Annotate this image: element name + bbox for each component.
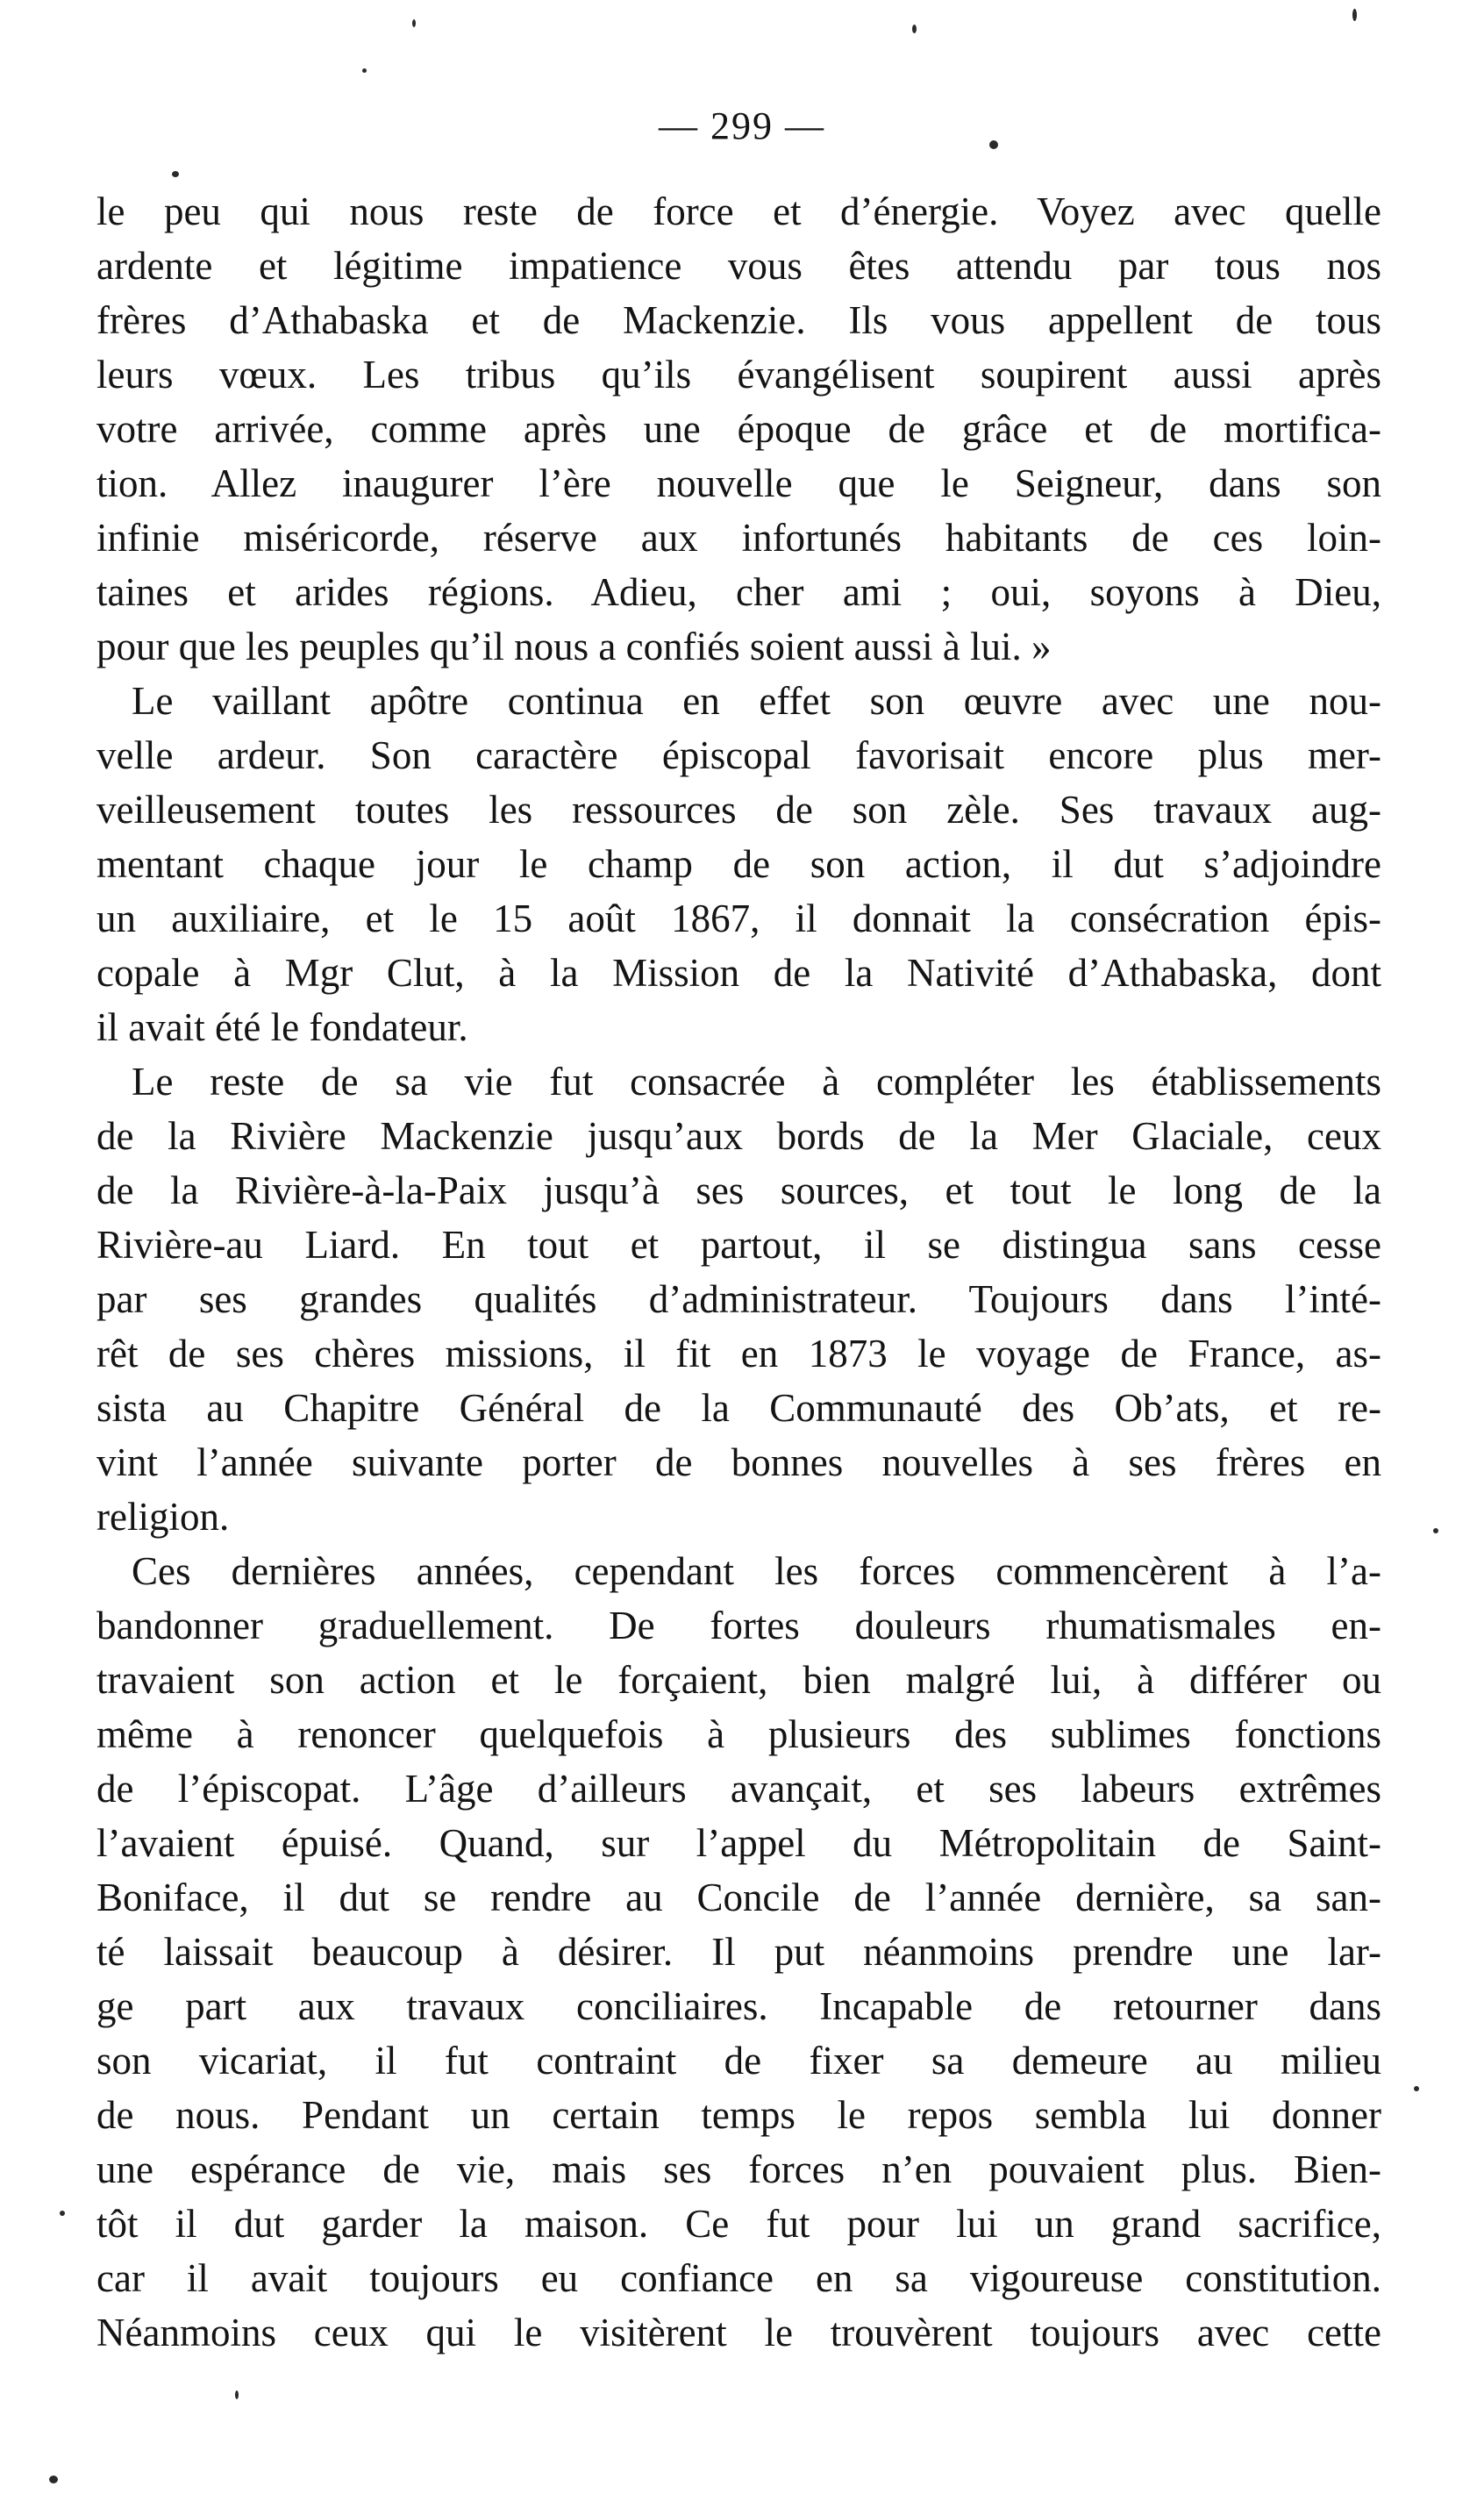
scan-speck: [989, 140, 998, 149]
text-line: rêt de ses chères missions, il fit en 1873 le voyage de France, as-: [96, 1332, 1381, 1375]
text-line: taines et arides régions. Adieu, cher ami ; oui, soyons à Dieu,: [96, 570, 1381, 614]
text-line: l’avaient épuisé. Quand, sur l’appel du Métropolitain de Saint-: [96, 1821, 1381, 1865]
text-line: de nous. Pendant un certain temps le repos sembla lui donner: [96, 2093, 1381, 2137]
text-line: Boniface, il dut se rendre au Concile de l’année dernière, sa san-: [96, 1876, 1381, 1919]
text-line: une espérance de vie, mais ses forces n’en pouvaient plus. Bien-: [96, 2147, 1381, 2191]
scan-speck: [1352, 9, 1357, 21]
text-line: de la Rivière Mackenzie jusqu’aux bords de la Mer Glaciale, ceux: [96, 1114, 1381, 1158]
text-line: par ses grandes qualités d’administrateur. Toujours dans l’inté-: [96, 1277, 1381, 1321]
text-line: de l’épiscopat. L’âge d’ailleurs avançait, et ses labeurs extrêmes: [96, 1767, 1381, 1811]
text-line: tion. Allez inaugurer l’ère nouvelle que le Seigneur, dans son: [96, 461, 1381, 505]
text-line: bandonner graduellement. De fortes douleurs rhumatismales en-: [96, 1604, 1381, 1647]
scan-speck: [912, 25, 917, 33]
text-line: té laissait beaucoup à désirer. Il put néanmoins prendre une lar-: [96, 1930, 1381, 1974]
text-line: religion.: [96, 1495, 230, 1539]
scan-speck: [362, 68, 367, 73]
text-line: velle ardeur. Son caractère épiscopal favorisait encore plus mer-: [96, 733, 1381, 777]
text-line: Néanmoins ceux qui le visitèrent le trouvèrent toujours avec cette: [96, 2311, 1381, 2354]
scan-speck: [235, 2390, 239, 2399]
text-line: infinie miséricorde, réserve aux infortunés habitants de ces loin-: [96, 516, 1381, 560]
text-line: ardente et légitime impatience vous êtes attendu par tous nos: [96, 244, 1381, 288]
text-line: Ces dernières années, cependant les forces commencèrent à l’a-: [132, 1549, 1381, 1593]
text-line: frères d’Athabaska et de Mackenzie. Ils vous appellent de tous: [96, 298, 1381, 342]
text-line: il avait été le fondateur.: [96, 1005, 468, 1049]
scan-speck: [172, 171, 179, 177]
page-number: — 299 —: [659, 104, 825, 147]
text-line: Le vaillant apôtre continua en effet son œuvre avec une nou-: [132, 679, 1381, 723]
text-line: vint l’année suivante porter de bonnes nouvelles à ses frères en: [96, 1440, 1381, 1484]
text-line: mentant chaque jour le champ de son action, il dut s’adjoindre: [96, 842, 1381, 886]
text-line: votre arrivée, comme après une époque de grâce et de mortifica-: [96, 407, 1381, 451]
text-line: Rivière-au Liard. En tout et partout, il se distingua sans cesse: [96, 1223, 1381, 1267]
scan-speck: [412, 19, 416, 27]
text-line: travaient son action et le forçaient, bien malgré lui, à différer ou: [96, 1658, 1381, 1702]
scan-speck: [49, 2476, 58, 2483]
text-line: Le reste de sa vie fut consacrée à compléter les établissements: [132, 1060, 1381, 1104]
text-line: tôt il dut garder la maison. Ce fut pour lui un grand sacrifice,: [96, 2202, 1381, 2246]
text-line: son vicariat, il fut contraint de fixer sa demeure au milieu: [96, 2039, 1381, 2083]
text-line: copale à Mgr Clut, à la Mission de la Nativité d’Athabaska, dont: [96, 951, 1381, 995]
text-line: veilleusement toutes les ressources de son zèle. Ses travaux aug-: [96, 788, 1381, 832]
text-line: leurs vœux. Les tribus qu’ils évangélisent soupirent aussi après: [96, 353, 1381, 397]
text-line: pour que les peuples qu’il nous a confiés soient aussi à lui. »: [96, 625, 1052, 668]
scan-speck: [1414, 2086, 1419, 2091]
text-line: le peu qui nous reste de force et d’énergie. Voyez avec quelle: [96, 189, 1381, 233]
text-line: car il avait toujours eu confiance en sa vigoureuse constitution.: [96, 2256, 1381, 2300]
text-line: même à renoncer quelquefois à plusieurs des sublimes fonctions: [96, 1712, 1381, 1756]
body-text: [96, 184, 1381, 2360]
text-line: sista au Chapitre Général de la Communauté des Ob’ats, et re-: [96, 1386, 1381, 1430]
text-line: un auxiliaire, et le 15 août 1867, il donnait la consécration épis-: [96, 897, 1381, 940]
scan-speck: [60, 2211, 65, 2216]
text-line: de la Rivière-à-la-Paix jusqu’à ses sources, et tout le long de la: [96, 1168, 1381, 1212]
text-line: ge part aux travaux conciliaires. Incapable de retourner dans: [96, 1984, 1381, 2028]
scan-speck: [1433, 1528, 1438, 1533]
